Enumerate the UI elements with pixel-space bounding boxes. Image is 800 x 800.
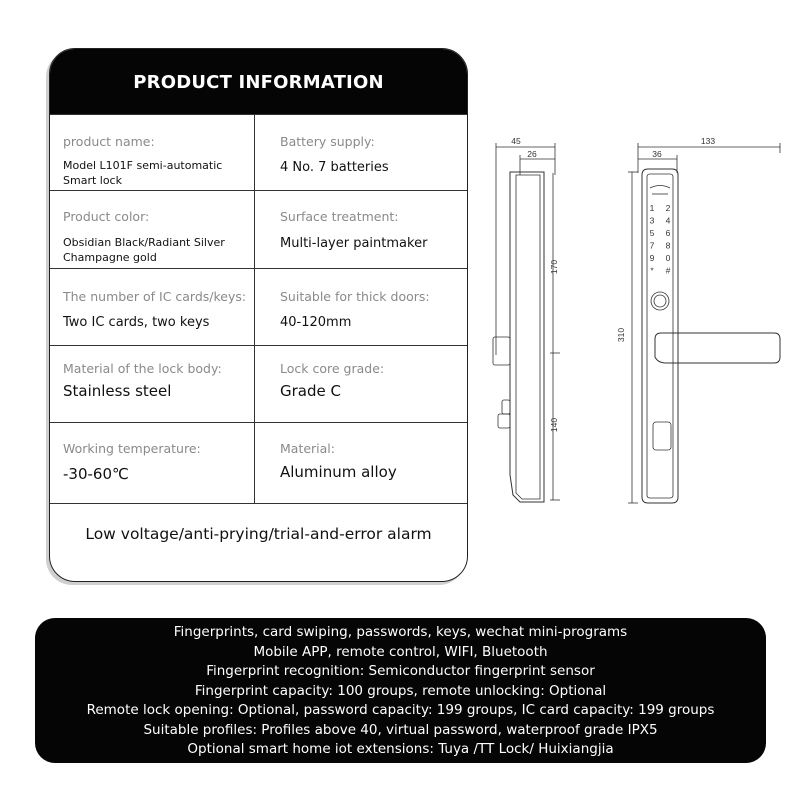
keypad-key: 1	[649, 203, 655, 213]
keypad-key: 6	[665, 228, 671, 238]
keypad-key: #	[665, 265, 671, 276]
key-cylinder-cover	[653, 422, 671, 450]
spec-cell	[255, 191, 467, 269]
spec-cell	[50, 423, 255, 503]
lock-handle	[655, 333, 780, 363]
dimension-label: 310	[616, 327, 626, 343]
spec-cell	[50, 115, 255, 191]
spec-cell	[50, 346, 255, 423]
spec-cell	[50, 269, 255, 346]
product-info-card	[49, 48, 468, 582]
keypad-key: 5	[649, 228, 655, 238]
spec-row	[50, 268, 467, 346]
spec-cell	[255, 115, 467, 191]
dimension-label: 140	[549, 417, 559, 433]
spec-label: Suitable for thick doors:	[280, 289, 430, 304]
dimension-label: 45	[511, 136, 521, 146]
spec-value: Model L101F semi-automatic	[63, 159, 223, 172]
keypad	[650, 203, 671, 276]
fingerprint-sensor	[654, 295, 666, 307]
spec-value: -30-60℃	[63, 465, 129, 483]
lock-logo	[650, 186, 670, 189]
spec-label: Battery supply:	[280, 134, 375, 149]
feature-line: Fingerprint capacity: 100 groups, remote unlocking: Optional	[194, 682, 607, 699]
alarm-text: Low voltage/anti-prying/trial-and-error alarm	[85, 525, 432, 543]
spec-value: Champagne gold	[63, 251, 157, 264]
spec-label: Working temperature:	[63, 441, 201, 456]
lock-side-view	[516, 175, 540, 499]
feature-line: Remote lock opening: Optional, password capacity: 199 groups, IC card capacity: 199 groups	[86, 702, 715, 718]
feature-line: Mobile APP, remote control, WIFI, Bluetooth	[253, 643, 548, 660]
card-header	[50, 49, 467, 115]
spec-cell	[255, 269, 467, 346]
feature-line: Optional smart home iot extensions: Tuya /TT Lock/ Huixiangjia	[187, 741, 614, 757]
keypad-key: 4	[665, 215, 671, 226]
keypad-key: 0	[665, 253, 671, 263]
keypad-key: 2	[665, 203, 671, 213]
feature-line: Suitable profiles: Profiles above 40, virtual password, waterproof grade IPX5	[143, 721, 658, 738]
dimension-label: 170	[549, 259, 559, 275]
spec-value: Smart lock	[63, 174, 122, 187]
feature-line: Fingerprints, card swiping, passwords, keys, wechat mini-programs	[173, 624, 628, 640]
spec-value: 40-120mm	[280, 315, 352, 330]
spec-row	[50, 114, 467, 191]
dimension-label: 133	[700, 136, 716, 146]
spec-label: Surface treatment:	[280, 209, 399, 224]
spec-value: Stainless steel	[63, 382, 172, 400]
keypad-key: 9	[649, 253, 655, 263]
spec-value: Grade C	[280, 382, 341, 400]
feature-line: Fingerprint recognition: Semiconductor fingerprint sensor	[206, 663, 595, 679]
keypad-key: 3	[649, 215, 655, 226]
lock-side-knob	[498, 414, 510, 428]
lock-dimension-diagram	[480, 125, 790, 510]
spec-cell	[50, 191, 255, 269]
spec-value: 4 No. 7 batteries	[280, 160, 389, 175]
spec-value: Two IC cards, two keys	[63, 315, 210, 330]
feature-panel	[35, 618, 766, 763]
keypad-key: *	[650, 265, 654, 276]
spec-row	[50, 422, 467, 504]
lock-front-view	[642, 169, 678, 503]
spec-cell	[255, 346, 467, 423]
spec-label: Lock core grade:	[280, 361, 385, 376]
spec-label: Material:	[280, 441, 335, 456]
spec-label: The number of IC cards/keys:	[63, 289, 247, 304]
spec-row	[50, 345, 467, 423]
spec-label: Product color:	[63, 209, 150, 224]
spec-label: product name:	[63, 134, 155, 149]
spec-label: Material of the lock body:	[63, 361, 222, 376]
lock-side-view	[510, 172, 544, 502]
lock-side-knob	[502, 400, 510, 414]
lock-side-knob	[493, 337, 510, 365]
feature-list	[35, 623, 766, 760]
spec-cell	[255, 423, 467, 503]
spec-value: Multi-layer paintmaker	[280, 236, 428, 251]
dimension-label: 36	[652, 149, 662, 159]
page-title: PRODUCT INFORMATION	[133, 71, 384, 93]
keypad-key: 7	[649, 240, 655, 251]
dimension-label: 26	[527, 149, 537, 159]
spec-value: Obsidian Black/Radiant Silver	[63, 236, 225, 249]
keypad-key: 8	[665, 240, 671, 251]
spec-value: Aluminum alloy	[280, 463, 397, 481]
spec-row	[50, 190, 467, 269]
